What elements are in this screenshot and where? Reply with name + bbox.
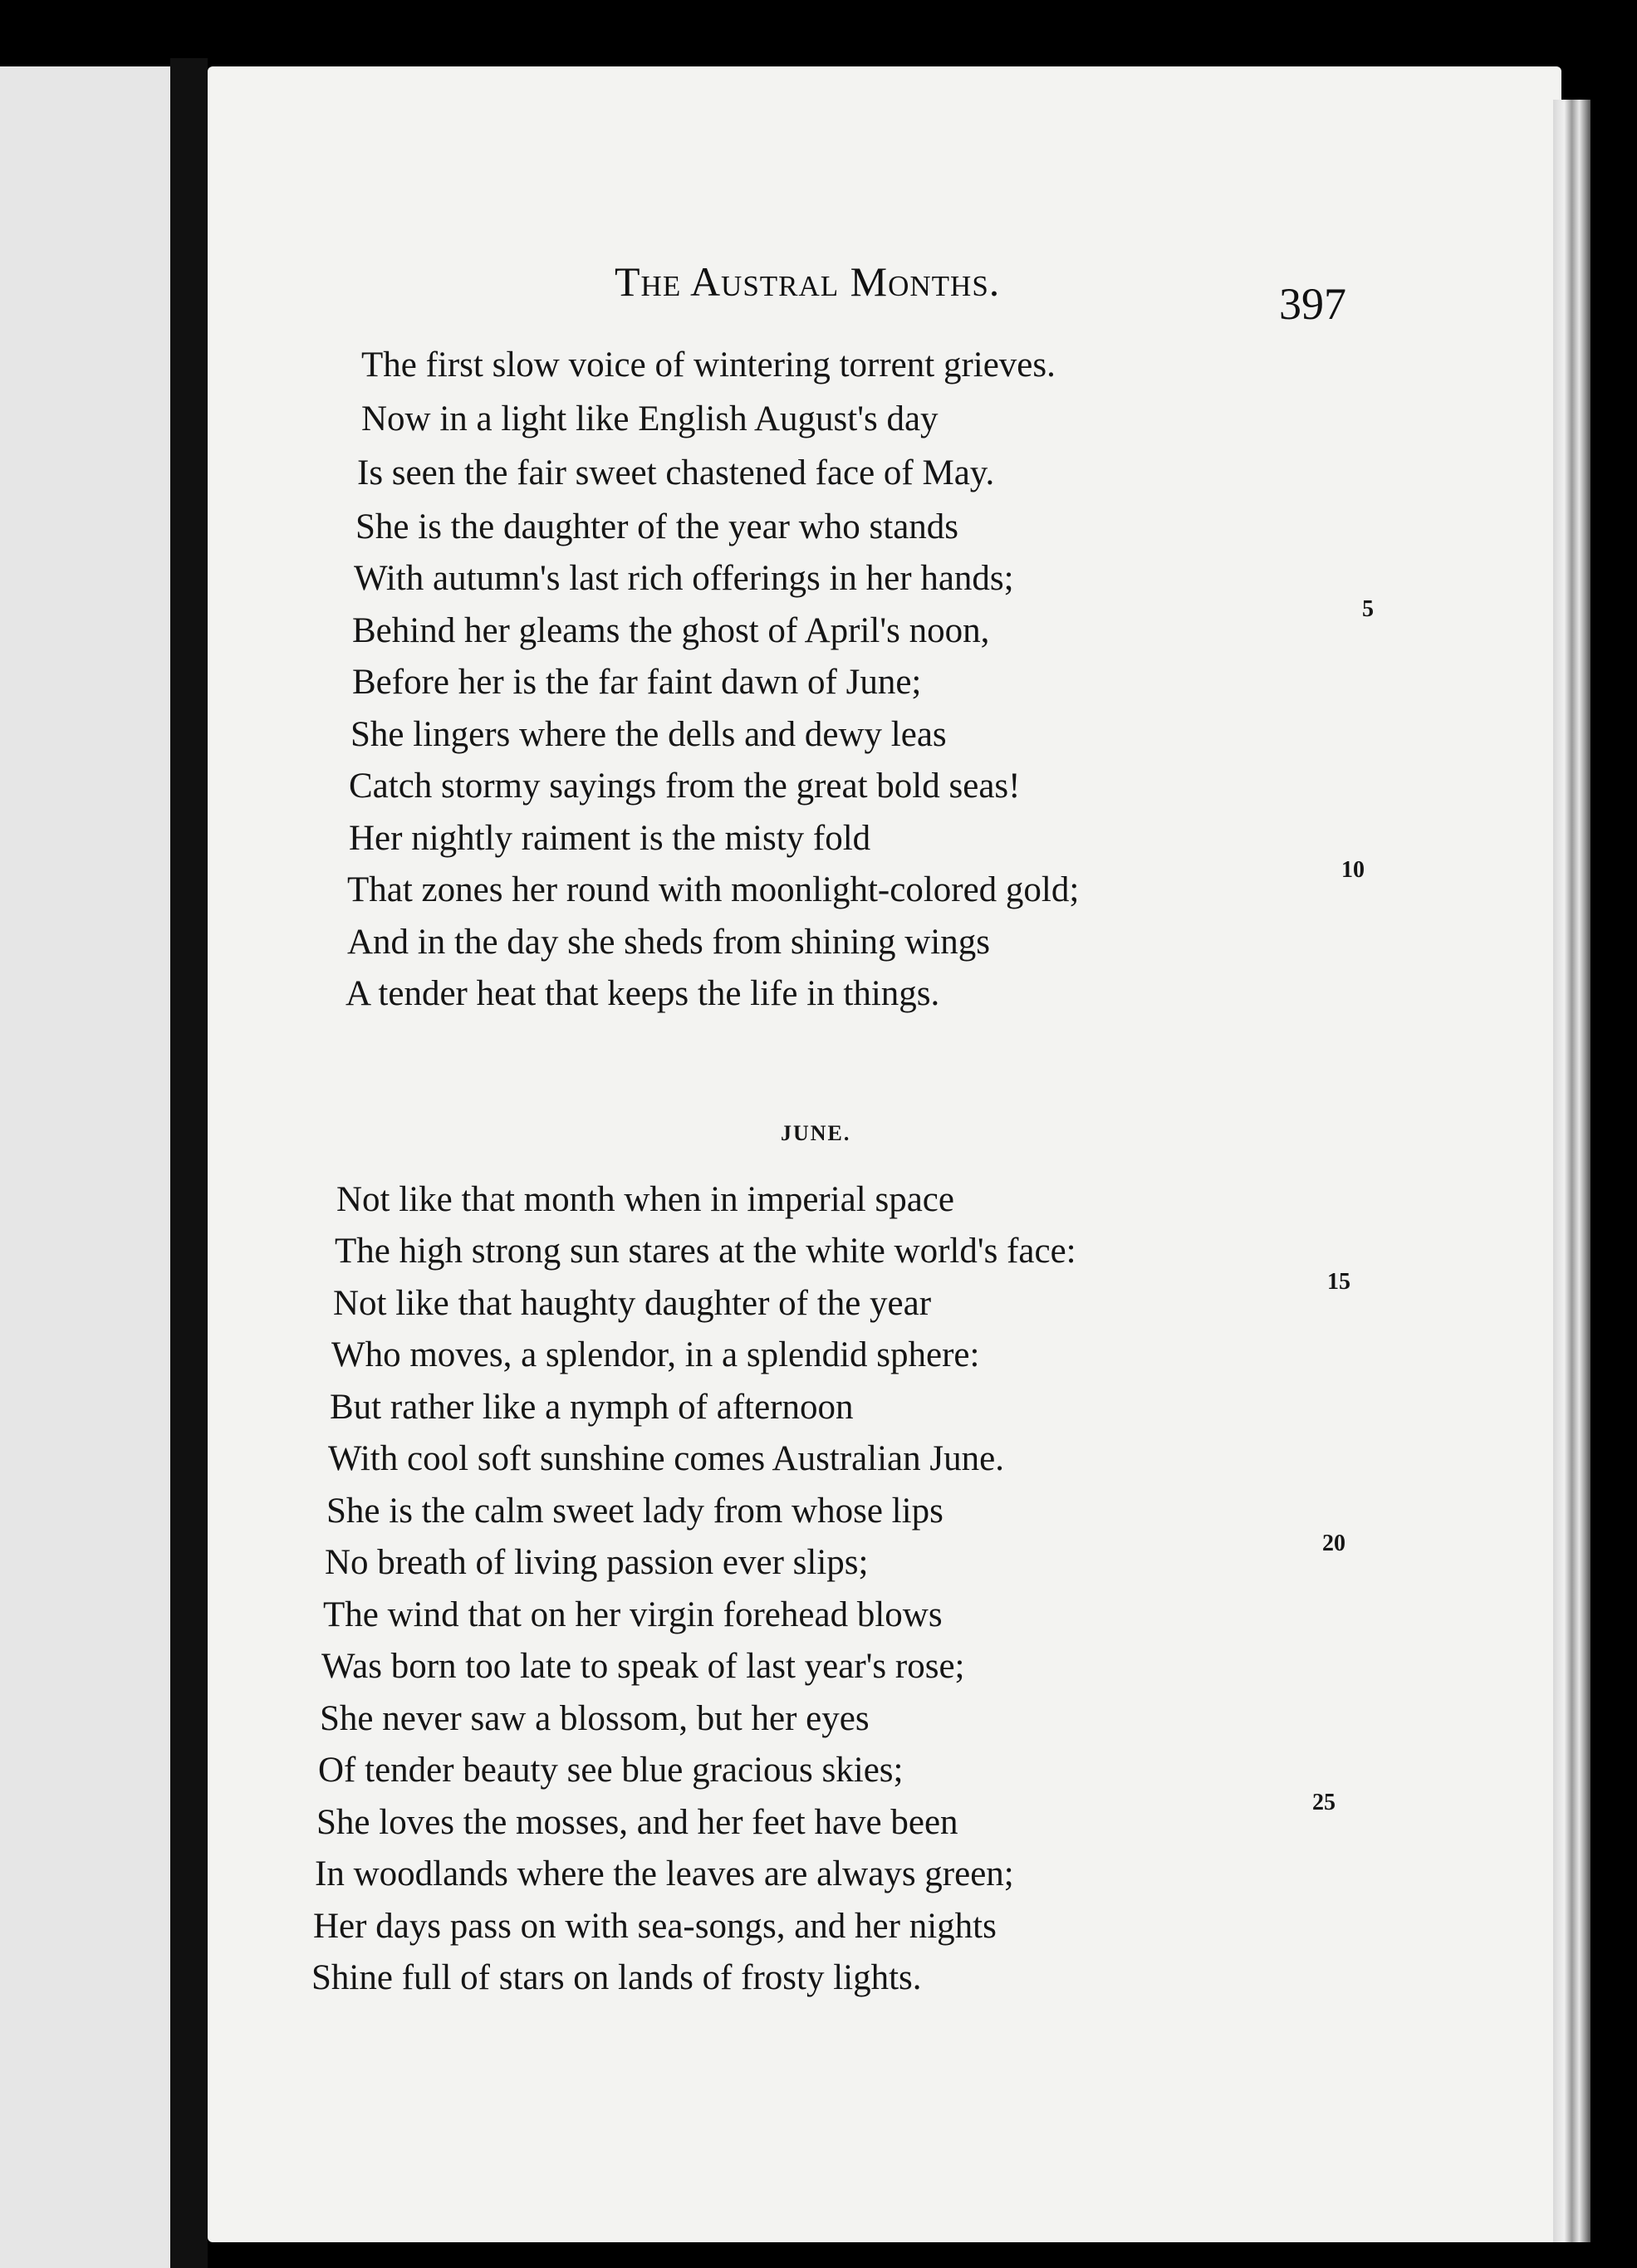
verse-line: Her nightly raiment is the misty fold [349, 819, 871, 858]
verse-line: But rather like a nymph of afternoon [330, 1388, 854, 1427]
line-number: 20 [1322, 1531, 1345, 1556]
verse-line: A tender heat that keeps the life in things. [346, 974, 940, 1013]
verse-line: With cool soft sunshine comes Australian June. [328, 1439, 1004, 1478]
verse-line: The wind that on her virgin forehead blows [323, 1595, 943, 1634]
verse-line: The high strong sun stares at the white world's face: [335, 1232, 1076, 1271]
verse-line: Not like that haughty daughter of the year [333, 1284, 932, 1323]
section-title: JUNE. [781, 1121, 851, 1145]
verse-line: Her days pass on with sea-songs, and her nights [313, 1907, 997, 1946]
line-number: 15 [1327, 1269, 1350, 1295]
facing-page [0, 66, 170, 2268]
verse-line: Behind her gleams the ghost of April's noon, [352, 611, 990, 650]
verse-line: No breath of living passion ever slips; [325, 1543, 869, 1582]
verse-line: Who moves, a splendor, in a splendid sphere: [331, 1335, 980, 1374]
verse-line: Catch stormy sayings from the great bold seas! [349, 767, 1021, 806]
verse-line: Not like that month when in imperial space [336, 1180, 954, 1219]
verse-line: Shine full of stars on lands of frosty lights. [311, 1958, 922, 1997]
verse-line: Was born too late to speak of last year's rose; [321, 1647, 965, 1686]
verse-line: She never saw a blossom, but her eyes [320, 1699, 870, 1738]
verse-line: Now in a light like English August's day [361, 399, 939, 438]
verse-line: Is seen the fair sweet chastened face of May. [357, 453, 995, 492]
verse-line: With autumn's last rich offerings in her hands; [354, 559, 1014, 598]
verse-line: She loves the mosses, and her feet have been [316, 1803, 958, 1842]
verse-line: Before her is the far faint dawn of June; [352, 663, 922, 702]
verse-line: The first slow voice of wintering torrent grieves. [361, 345, 1056, 385]
page-number: 397 [1279, 279, 1346, 329]
book-gutter [170, 58, 208, 2268]
verse-line: Of tender beauty see blue gracious skies; [318, 1751, 904, 1790]
line-number: 5 [1362, 596, 1374, 622]
page-edge [1553, 100, 1590, 2242]
verse-line: That zones her round with moonlight-colored gold; [347, 870, 1080, 909]
running-head: The Austral Months. [615, 258, 1001, 305]
verse-line: She is the calm sweet lady from whose lips [326, 1492, 943, 1531]
verse-line: And in the day she sheds from shining wings [347, 923, 990, 962]
line-number: 10 [1341, 857, 1365, 883]
verse-line: In woodlands where the leaves are always green; [315, 1854, 1014, 1893]
verse-line: She lingers where the dells and dewy leas [350, 715, 947, 754]
verse-line: She is the daughter of the year who stands [355, 507, 959, 546]
line-number: 25 [1312, 1790, 1336, 1815]
